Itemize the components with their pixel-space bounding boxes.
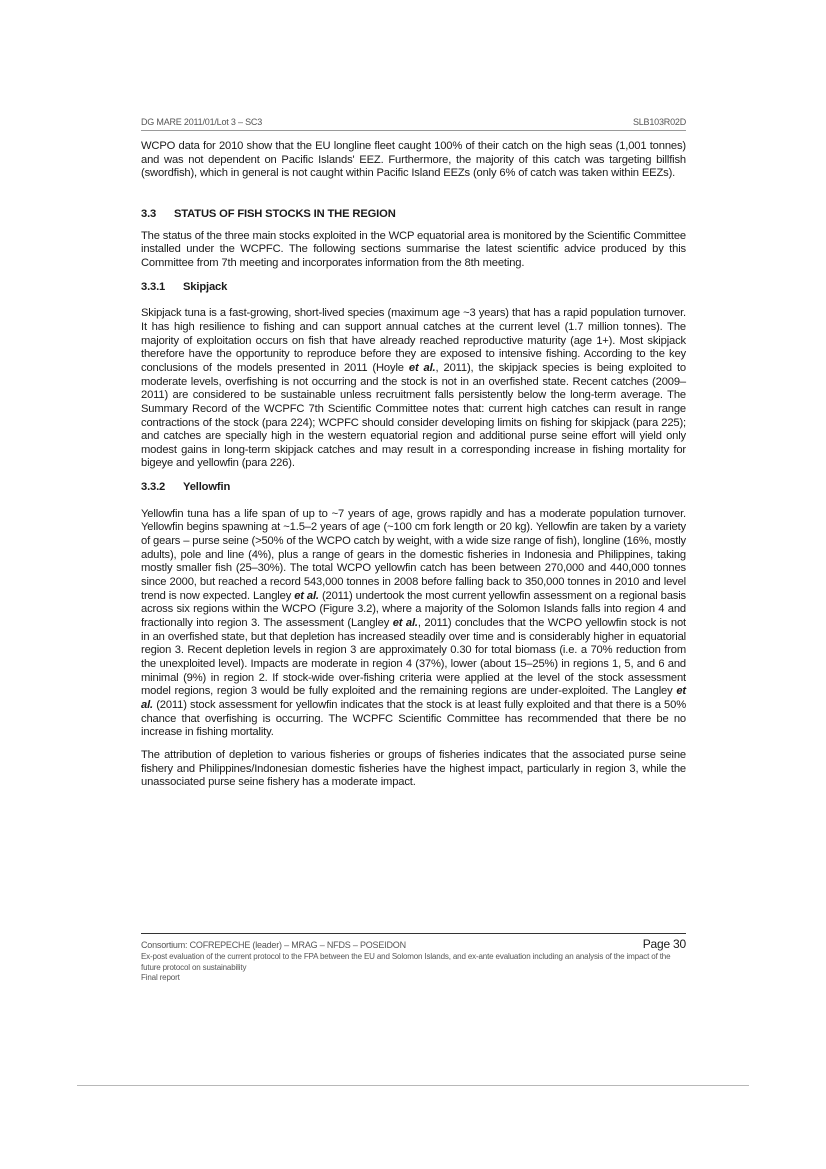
skipjack-etal: et al.	[408, 361, 436, 374]
skipjack-paragraph	[141, 307, 686, 471]
yellowfin-text-1: Yellowfin tuna has a life span of up to ~7 years of age, grows rapidly and has a moderate population turnover. Yellowfin begins spawning at ~1.5–2 years of age (~100 cm fork length or 20 kg). Yellowfin are taken by a variety of gears – purse seine (>50% of the WCPO catch by weight, with a wide size range of fish), longline (16%, mostly adults), pole and line (4%), plus a range of gears in the domestic fisheries in Indonesia and Philippines, taking mostly smaller fish (25–30%). The total WCPO yellowfin catch has been between 270,000 and 440,000 tonnes since 2000, but reached a record 543,000 tonnes in 2008 before falling back to 350,000 tonnes in 2010 and level trend is now expected. Langley	[141, 507, 686, 602]
skipjack-text-1: Skipjack tuna is a fast-growing, short-lived species (maximum age ~3 years) that has a rapid population turnover. It has high resilience to fishing and can support annual catches at the current level (1.7 million tonnes). The majority of exploitation occurs on fish that have already reached reproductive maturity (age 1+). Most skipjack therefore have the opportunity to reproduce before they are exposed to intensive fishing. According to the key conclusions of the models presented in 2011 (Hoyle	[141, 307, 686, 374]
footer-description: Ex-post evaluation of the current protocol to the FPA between the EU and Solomon Islands, and ex-ante evaluation including an analysis of the impact of the future protocol on sustainability	[141, 952, 671, 972]
intro-paragraph: WCPO data for 2010 show that the EU longline fleet caught 100% of their catch on the high seas (1,001 tonnes) and was not dependent on Pacific Islands' EEZ. Furthermore, the majority of this catch was targeting billfish (swordfish), which in general is not caught within Pacific Island EEZs (only 6% of catch was taken within EEZs).	[141, 140, 686, 180]
header-right: SLB103R02D	[632, 117, 686, 127]
section-heading	[141, 208, 686, 222]
skipjack-number: 3.3.1	[141, 280, 166, 293]
yellowfin-text-4: (2011) stock assessment for yellowfin indicates that the stock is at least fully exploited and that there is a 50% chance that overfishing is occurring. The WCPFC Scientific Committee has recommended that there be no increase in fishing mortality.	[141, 698, 686, 739]
yellowfin-heading	[141, 481, 686, 495]
yellowfin-text-3: , 2011) concludes that the WCPO yellowfin stock is not in an overfished state, but that depletion has increased steadily over time and is considerably higher in equatorial region 3. Recent depletion levels in region 3 are approximately 0.30 for total biomass (i.e. a 70% reduction from the unexploited level). Impacts are moderate in region 4 (37%), lower (about 15–25%) in regions 1, 5, and 6 and minimal (9%) in region 2. If stock-wide over-fishing criteria were applied at the level of the stock assessment model regions, region 3 would be fully exploited and the remaining regions are under-exploited. The Langley	[141, 617, 686, 698]
yellowfin-etal-1: et al.	[294, 589, 319, 602]
page-bottom-divider	[77, 1085, 749, 1086]
yellowfin-etal-2: et al.	[392, 617, 418, 630]
skipjack-heading	[141, 281, 686, 295]
header-left: DG MARE 2011/01/Lot 3 – SC3	[141, 117, 262, 127]
section-number: 3.3	[141, 207, 157, 220]
page-header	[141, 117, 686, 131]
yellowfin-text-2: (2011) undertook the most current yellowfin assessment on a regional basis across six regions within the WCPO (Figure 3.2), where a majority of the Solomon Islands falls into region 4 and fractionally into region 3. The assessment (Langley	[141, 589, 686, 630]
page-footer	[141, 933, 686, 984]
yellowfin-number: 3.3.2	[141, 481, 166, 494]
footer-consortium: Consortium: COFREPECHE (leader) – MRAG – NFDS – POSEIDON	[141, 940, 406, 950]
page-number: Page 30	[642, 937, 686, 951]
section-paragraph: The status of the three main stocks exploited in the WCP equatorial area is monitored by the Scientific Committee installed under the WCPFC. The following sections summarise the latest scientific advice produced by this Committee from 7th meeting and incorporates information from the 8th meeting.	[141, 229, 686, 269]
skipjack-text-2: , 2011), the skipjack species is being exploited to moderate levels, overfishing is not occurring and the stock is not in an overfished state. Recent catches (2009–2011) are considered to be sustainable unless recruitment falls persistently below the long-term average. The Summary Record of the WCPFC 7th Scientific Committee notes that: current high catches can result in range contractions of the stock (para 224); WCPFC should consider developing limits on fishing for skipjack (para 225); and catches are specially high in the western equatorial region and additional purse seine effort will yield only modest gains in long-term skipjack catches and may result in a corresponding increase in fishing mortality for bigeye and yellowfin (para 226).	[141, 361, 686, 470]
page-body	[141, 140, 686, 790]
yellowfin-etal-3: et al.	[141, 685, 686, 711]
yellowfin-paragraph-2: The attribution of depletion to various fisheries or groups of fisheries indicates that the associated purse seine fishery and Philippines/Indonesian domestic fisheries have the highest impact, particularly in region 3, while the unassociated purse seine fishery has a moderate impact.	[141, 748, 686, 789]
footer-report-type: Final report	[141, 973, 180, 982]
yellowfin-paragraph-1	[141, 508, 686, 740]
skipjack-title: Skipjack	[183, 280, 228, 293]
section-title: STATUS OF FISH STOCKS IN THE REGION	[174, 207, 396, 220]
yellowfin-title: Yellowfin	[183, 481, 231, 494]
